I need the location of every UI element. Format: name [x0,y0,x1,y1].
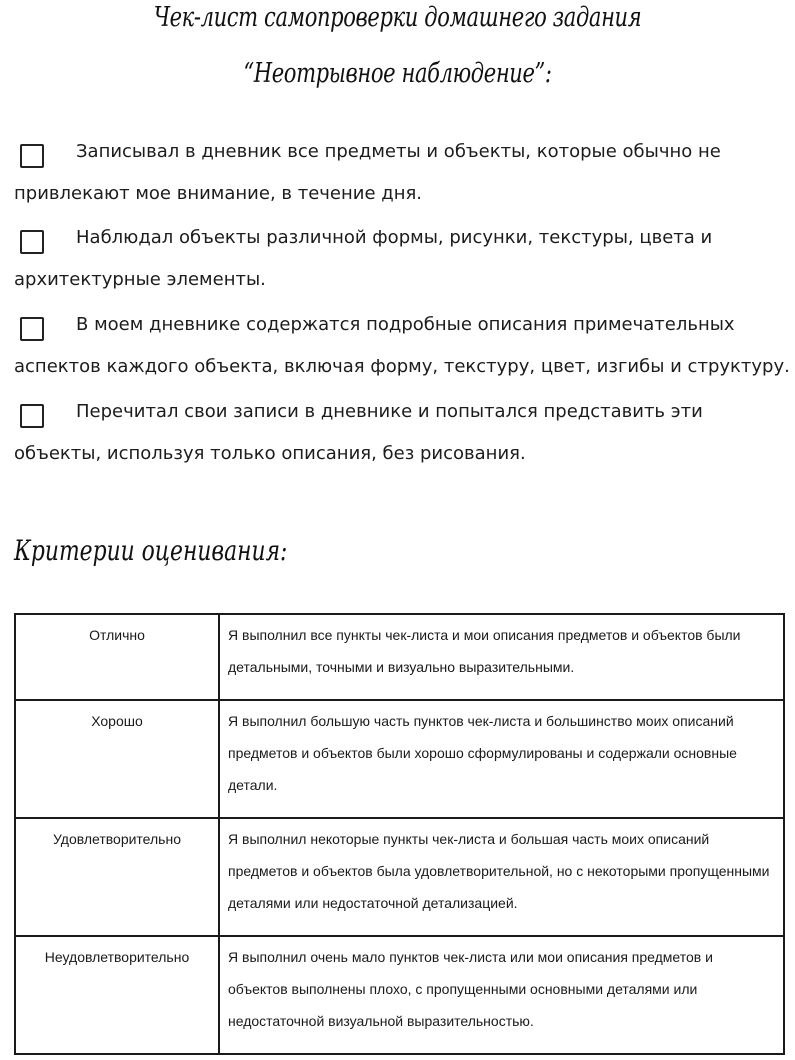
table-row [15,936,784,1054]
checklist-item-text-line1: В моем дневнике содержатся подробные описания примечательных [76,314,735,335]
checkbox[interactable] [20,230,44,254]
description-cell: Я выполнил некоторые пункты чек-листа и большая часть моих описаний предметов и объектов была удовлетворительной, но с некоторыми пропущенными деталями или недостаточной детализацией. [219,818,784,936]
description-cell: Я выполнил большую часть пунктов чек-листа и большинство моих описаний предметов и объектов были хорошо сформулированы и содержали основные детали. [219,700,784,818]
checkbox[interactable] [20,404,44,428]
grade-cell: Отлично [15,614,219,700]
checklist-item [14,131,789,215]
grade-cell: Удовлетворительно [15,818,219,936]
checklist-item-text-line2: архитектурные элементы. [14,269,266,290]
checklist-item-text-line2: аспектов каждого объекта, включая форму, текстуру, цвет, изгибы и структуру. [14,356,790,377]
page-title: Чек-лист самопроверки домашнего задания [153,2,642,33]
checklist-item-text-line1: Перечитал свои записи в дневнике и попытался представить эти [76,401,703,422]
grade-cell: Неудовлетворительно [15,936,219,1054]
checklist-item [14,217,789,301]
checklist-item-text-line2: объекты, используя только описания, без рисования. [14,443,526,464]
checklist-item-text-line1: Записывал в дневник все предметы и объекты, которые обычно не [76,141,721,162]
table-row [15,818,784,936]
grade-cell: Хорошо [15,700,219,818]
checkbox[interactable] [20,317,44,341]
checkbox[interactable] [20,144,44,168]
table-row [15,700,784,818]
page-subtitle: “Неотрывное наблюдение”: [243,58,552,89]
table-row [15,614,784,700]
description-cell: Я выполнил все пункты чек-листа и мои описания предметов и объектов были детальными, точными и визуально выразительными. [219,614,784,700]
checklist-item [14,304,789,388]
description-cell: Я выполнил очень мало пунктов чек-листа или мои описания предметов и объектов выполнены плохо, с пропущенными основными деталями или недостаточной визуальной выразительностью. [219,936,784,1054]
checklist-item [14,391,789,475]
criteria-heading: Критерии оценивания: [14,534,288,567]
criteria-table [14,613,785,1055]
checklist-item-text-line2: привлекают мое внимание, в течение дня. [14,183,423,204]
checklist-item-text-line1: Наблюдал объекты различной формы, рисунки, текстуры, цвета и [76,227,713,248]
